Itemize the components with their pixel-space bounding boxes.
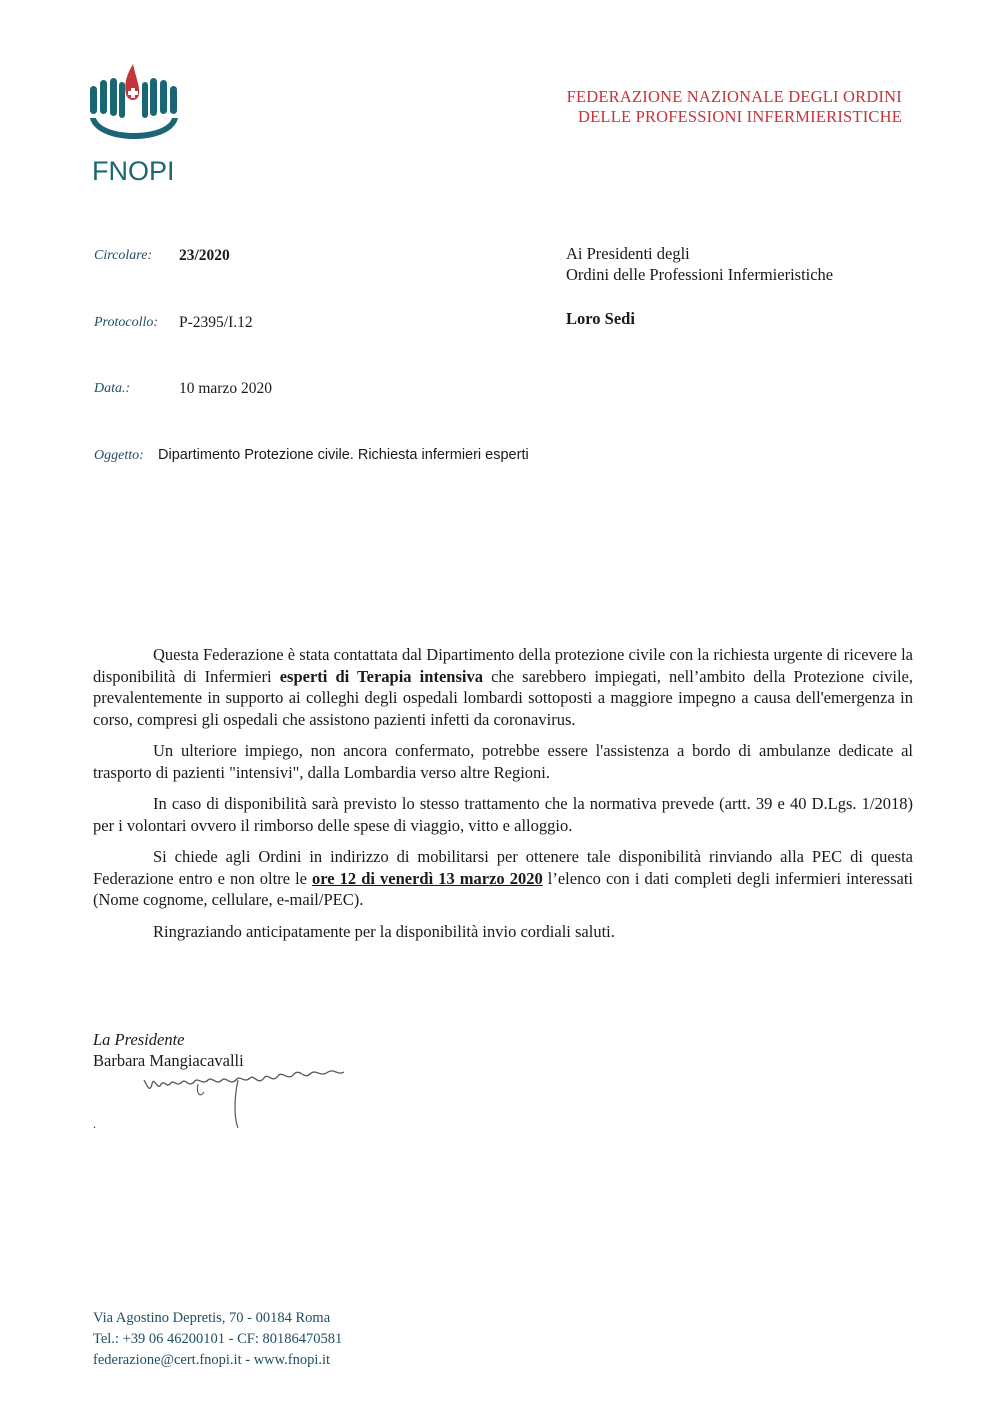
recipient-line-2: Ordini delle Professioni Infermieristiche [566,265,834,284]
data-label: Data.: [94,381,131,396]
paragraph-1-end: che sarebbero impiegati, nell’ambito della Protezione civile, prevalentemente in supporto ai colleghi degli ospedali lombardi sottoposti a maggiore impegno a causa dell'emergenza in corso, compresi gli ospedali che assistono pazienti infetti da coronavirus. [93,666,913,729]
signatory-role: La Presidente [93,1030,185,1049]
letter-body [93,644,913,952]
paragraph-1-bold: esperti di Terapia intensiva [279,666,483,686]
paragraph-4-start: Si chiede agli Ordini in indirizzo di mobilitarsi per ottenere tale disponibilità rinviando alla PEC di questa Federazione entro e non oltre le [93,847,913,888]
handwritten-signature [138,1058,358,1130]
logo-wordmark: FNOPI [92,156,175,186]
organization-name [567,87,902,127]
recipient-line-3: Loro Sedi [566,309,635,328]
hands-flame-icon [86,60,182,156]
signature-mark: . [93,1117,96,1131]
paragraph-2: Un ulteriore impiego, non ancora confermato, potrebbe essere l'assistenza a bordo di ambulanze dedicate al trasporto di pazienti "intensivi", dalla Lombardia verso altre Regioni. [93,741,913,782]
circolare-value: 23/2020 [179,247,230,264]
paragraph-5: Ringraziando anticipatamente per la disponibilità invio cordiali saluti. [153,921,615,941]
circolare-label: Circolare: [94,248,153,263]
protocollo-value: P-2395/I.12 [179,314,253,331]
footer-line-2: Tel.: +39 06 46200101 - CF: 80186470581 [93,1331,343,1347]
org-name-line-1: FEDERAZIONE NAZIONALE DEGLI ORDINI [566,87,902,106]
data-value: 10 marzo 2020 [179,380,272,397]
paragraph-4-deadline: ore 12 di venerdì 13 marzo 2020 [312,868,543,888]
paragraph-1 [93,644,913,730]
footer-line-1: Via Agostino Depretis, 70 - 00184 Roma [93,1310,331,1326]
paragraph-1-start: Questa Federazione è stata contattata dal Dipartimento della protezione civile con la richiesta urgente di ricevere la disponibilità di Infermieri [93,645,913,686]
subject-label: Oggetto: [94,448,144,463]
recipient-line-1: Ai Presidenti degli [566,244,690,263]
paragraph-3: In caso di disponibilità sarà previsto lo stesso trattamento che la normativa prevede (artt. 39 e 40 D.Lgs. 1/2018) per i volontari ovvero il rimborso delle spese di viaggio, vitto e alloggio. [93,794,913,835]
protocollo-label: Protocollo: [94,315,159,330]
footer-address [93,1308,342,1371]
org-name-line-2: DELLE PROFESSIONI INFERMIERISTICHE [578,107,902,126]
signatory-name: Barbara Mangiacavalli [93,1051,244,1070]
paragraph-4 [93,846,913,911]
paragraph-4-end: l’elenco con i dati completi degli infermieri interessati (Nome cognome, cellulare, e-mail/PEC). [93,868,913,909]
fnopi-logo [86,60,182,190]
subject-text: Dipartimento Protezione civile. Richiesta infermieri esperti [158,447,529,463]
footer-line-3: federazione@cert.fnopi.it - www.fnopi.it [93,1352,331,1368]
